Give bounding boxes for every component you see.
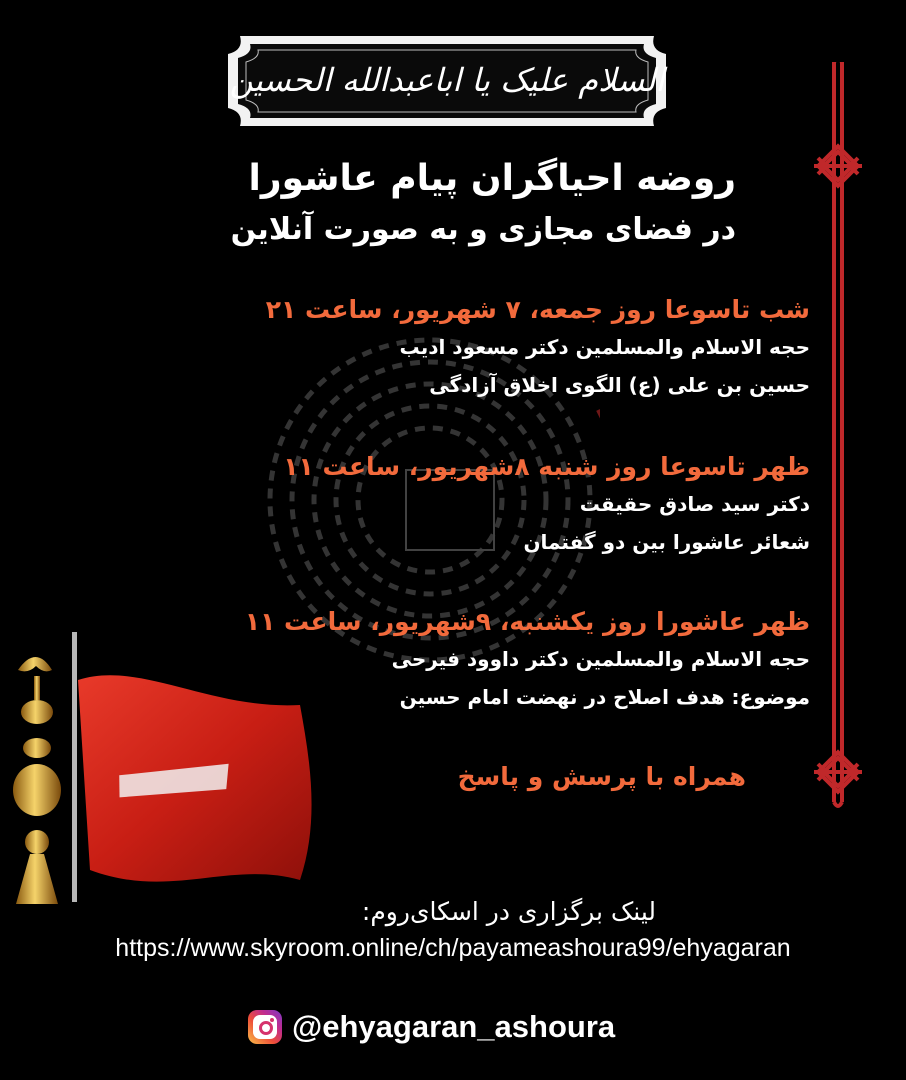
qa-note: همراه با پرسش و پاسخ xyxy=(457,762,746,791)
session-topic: حسین بن علی (ع) الگوی اخلاق آزادگی xyxy=(429,373,810,397)
session-speaker: حجه الاسلام والمسلمین دکتر مسعود ادیب xyxy=(399,335,810,359)
skyroom-link[interactable]: https://www.skyroom.online/ch/payameashoura99/ehyagaran xyxy=(115,934,791,962)
session-2 xyxy=(283,449,810,561)
red-flag-image xyxy=(0,620,330,910)
banner-greeting: السلام علیک یا اباعبدالله الحسین xyxy=(229,61,665,99)
page-title: روضه احیاگران پیام عاشورا xyxy=(248,158,736,199)
session-speaker: دکتر سید صادق حقیقت xyxy=(579,492,810,516)
instagram-icon xyxy=(248,1010,282,1044)
link-label: لینک برگزاری در اسکای‌روم: xyxy=(361,897,656,926)
session-1 xyxy=(266,292,810,404)
session-topic: شعائر عاشورا بین دو گفتمان xyxy=(523,530,810,554)
session-heading: ظهر تاسوعا روز شنبه ۸شهریور، ساعت ۱۱ xyxy=(283,452,810,481)
instagram-handle[interactable] xyxy=(248,1005,615,1049)
session-speaker: حجه الاسلام والمسلمین دکتر داوود فیرحی xyxy=(391,647,810,671)
session-topic: موضوع: هدف اصلاح در نهضت امام حسین xyxy=(399,685,810,709)
session-heading: شب تاسوعا روز جمعه، ۷ شهریور، ساعت ۲۱ xyxy=(265,295,810,324)
knot-ornament-icon xyxy=(808,62,868,840)
page-subtitle: در فضای مجازی و به صورت آنلاین xyxy=(230,212,736,247)
session-heading: ظهر عاشورا روز یکشنبه، ۹شهریور، ساعت ۱۱ xyxy=(244,607,810,636)
instagram-handle-text: @ehyagaran_ashoura xyxy=(292,1009,616,1044)
